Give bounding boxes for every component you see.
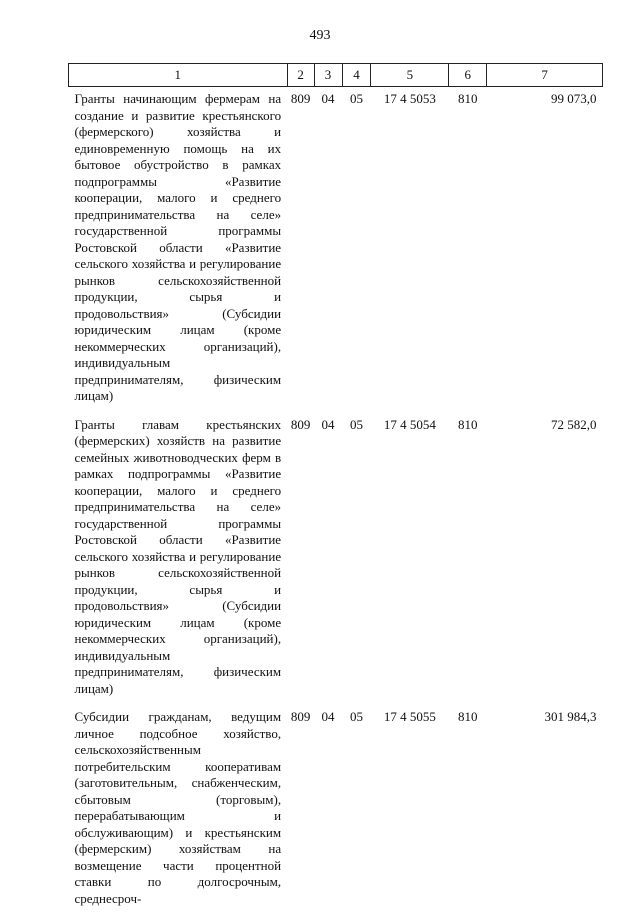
budget-table (68, 63, 603, 915)
column-header-4: 4 (342, 64, 371, 87)
page-number: 493 (309, 28, 331, 43)
ministry-code: 809 (290, 709, 311, 724)
column-header-7: 7 (487, 64, 603, 87)
amount-value: 301 984,3 (544, 709, 597, 724)
target-article-code: 17 4 5054 (383, 416, 436, 432)
section-code: 04 (321, 91, 335, 106)
column-header-2: 2 (287, 64, 314, 87)
target-article-code: 17 4 5053 (383, 91, 436, 106)
row-description: Гранты начинающим фермерам на создание и развитие крестьянского (фермерского) хозяйства и единовременную помощь на их бытовое обустройство в рамках подпрограммы «Развитие кооперации, малого и среднего предпринимательства на селе» государственной программы Ростовской области «Развитие сельского хозяйства и регулирование рынков сельскохозяйственной продукции, сырья и продовольствия» (Субсидии юридическим лицам (кроме некоммерческих организаций), индивидуальным предпринимателям, физическим лицам) (74, 91, 282, 403)
amount-value: 99 073,0 (551, 91, 597, 106)
expense-type-code: 810 (458, 91, 478, 106)
amount-value: 72 582,0 (551, 416, 597, 432)
ministry-code: 809 (290, 91, 311, 106)
row-description: Субсидии гражданам, ведущим личное подсобное хозяйство, сельскохозяйственным потребительским кооперативам (заготовительным, снабженческим, сбытовым (торговым), перерабатывающим и обслуживающим) и крестьянским (фермерским) хозяйствам на возмещение части процентной ставки по долгосрочным, среднесроч- (74, 709, 282, 906)
column-header-5: 5 (371, 64, 449, 87)
target-article-code: 17 4 5055 (383, 709, 436, 724)
column-header-1: 1 (69, 64, 288, 87)
section-code: 04 (321, 416, 335, 432)
subsection-code: 05 (349, 416, 363, 432)
table-row (69, 413, 603, 706)
table-row (69, 705, 603, 915)
expense-type-code: 810 (458, 709, 478, 724)
ministry-code: 809 (290, 416, 311, 432)
expense-type-code: 810 (458, 416, 478, 432)
table-header-row (69, 64, 603, 87)
section-code: 04 (321, 709, 335, 724)
subsection-code: 05 (349, 91, 363, 106)
row-description: Гранты главам крестьянских (фермерских) хозяйств на развитие семейных животноводческих ферм в рамках подпрограммы «Развитие кооперации, малого и среднего предпринимательства на селе» государственной программы Ростовской области «Развитие сельского хозяйства и регулирование рынков сельскохозяйственной продукции, сырья и продовольствия» (Субсидии юридическим лицам (кроме некоммерческих организаций), индивидуальным предпринимателям, физическим лицам) (74, 416, 282, 696)
subsection-code: 05 (349, 709, 363, 724)
table-row (69, 87, 603, 413)
column-header-6: 6 (449, 64, 487, 87)
column-header-3: 3 (314, 64, 342, 87)
